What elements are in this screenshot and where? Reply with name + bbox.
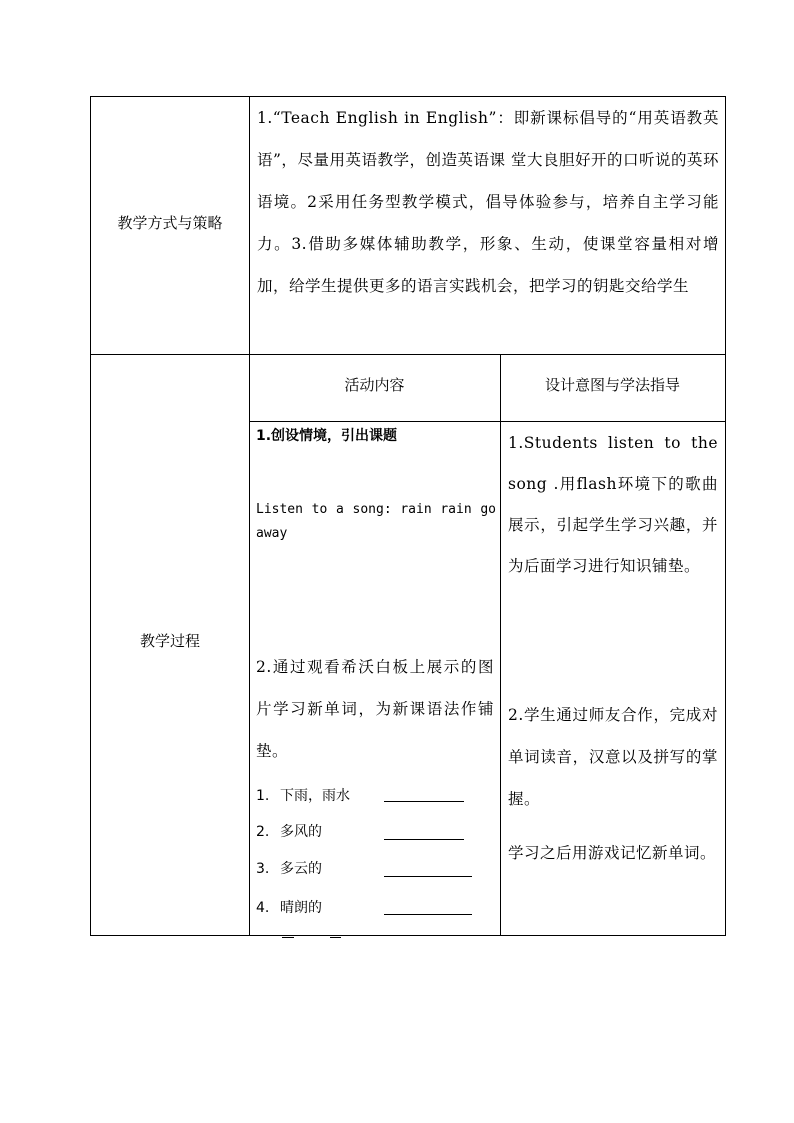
table-bottom-border <box>90 935 726 936</box>
design-text-3: 学习之后用游戏记忆新单词。 <box>508 844 717 862</box>
activity-header: 活动内容 <box>344 376 405 394</box>
step1-title: 1.创设情境，引出课题 <box>256 428 398 444</box>
stray-mark-right <box>330 937 341 938</box>
table-right-border <box>725 96 726 936</box>
step1-text: Listen to a song: rain rain go away <box>256 502 496 541</box>
strategy-content: 1.“Teach English in English”：即新课标倡导的“用英语教英语”，尽量用英语教学，创造英语课 堂大良胆好开的口听说的英环语境。2采用任务型教学模式，倡导体验参与，培养自主学习能力。3.借助多媒体辅助教学，形象、生动，使课堂容量相对增加，给学生提供更多的语言实践机会，把学习的钥匙交给学生 <box>257 109 719 295</box>
strategy-label: 教学方式与策略 <box>117 214 223 232</box>
vocab-item-4 <box>256 898 322 918</box>
vocab-word: 多风的 <box>280 824 322 840</box>
vocab-blank-1[interactable] <box>384 801 464 802</box>
vocab-item-2 <box>256 822 322 842</box>
vocab-num: 1. <box>256 788 270 804</box>
vocab-num: 4. <box>256 900 270 916</box>
vocab-item-1 <box>256 786 350 806</box>
vocab-num: 3. <box>256 861 270 877</box>
vocab-blank-3[interactable] <box>384 876 472 877</box>
stray-mark-left <box>282 937 294 938</box>
vocab-word: 多云的 <box>280 861 322 877</box>
vocab-item-3 <box>256 859 322 879</box>
row-divider-strategy <box>90 354 726 355</box>
design-header: 设计意图与学法指导 <box>544 376 680 394</box>
step2-title: 2.通过观看希沃白板上展示的图片学习新单词，为新课语法作铺垫。 <box>256 658 494 760</box>
vocab-blank-4[interactable] <box>384 914 472 915</box>
design-text-2: 2.学生通过师友合作，完成对单词读音，汉意以及拼写的掌握。 <box>508 706 718 808</box>
vocab-blank-2[interactable] <box>384 839 464 840</box>
process-label: 教学过程 <box>139 632 200 650</box>
vocab-num: 2. <box>256 824 270 840</box>
vocab-word: 晴朗的 <box>280 900 322 916</box>
design-text-1: 1.Students listen to the song .用flash环境下的歌曲展示，引起学生学习兴趣，并为后面学习进行知识铺垫。 <box>508 434 718 575</box>
vocab-word: 下雨，雨水 <box>280 788 350 804</box>
activity-design-divider <box>500 354 501 936</box>
